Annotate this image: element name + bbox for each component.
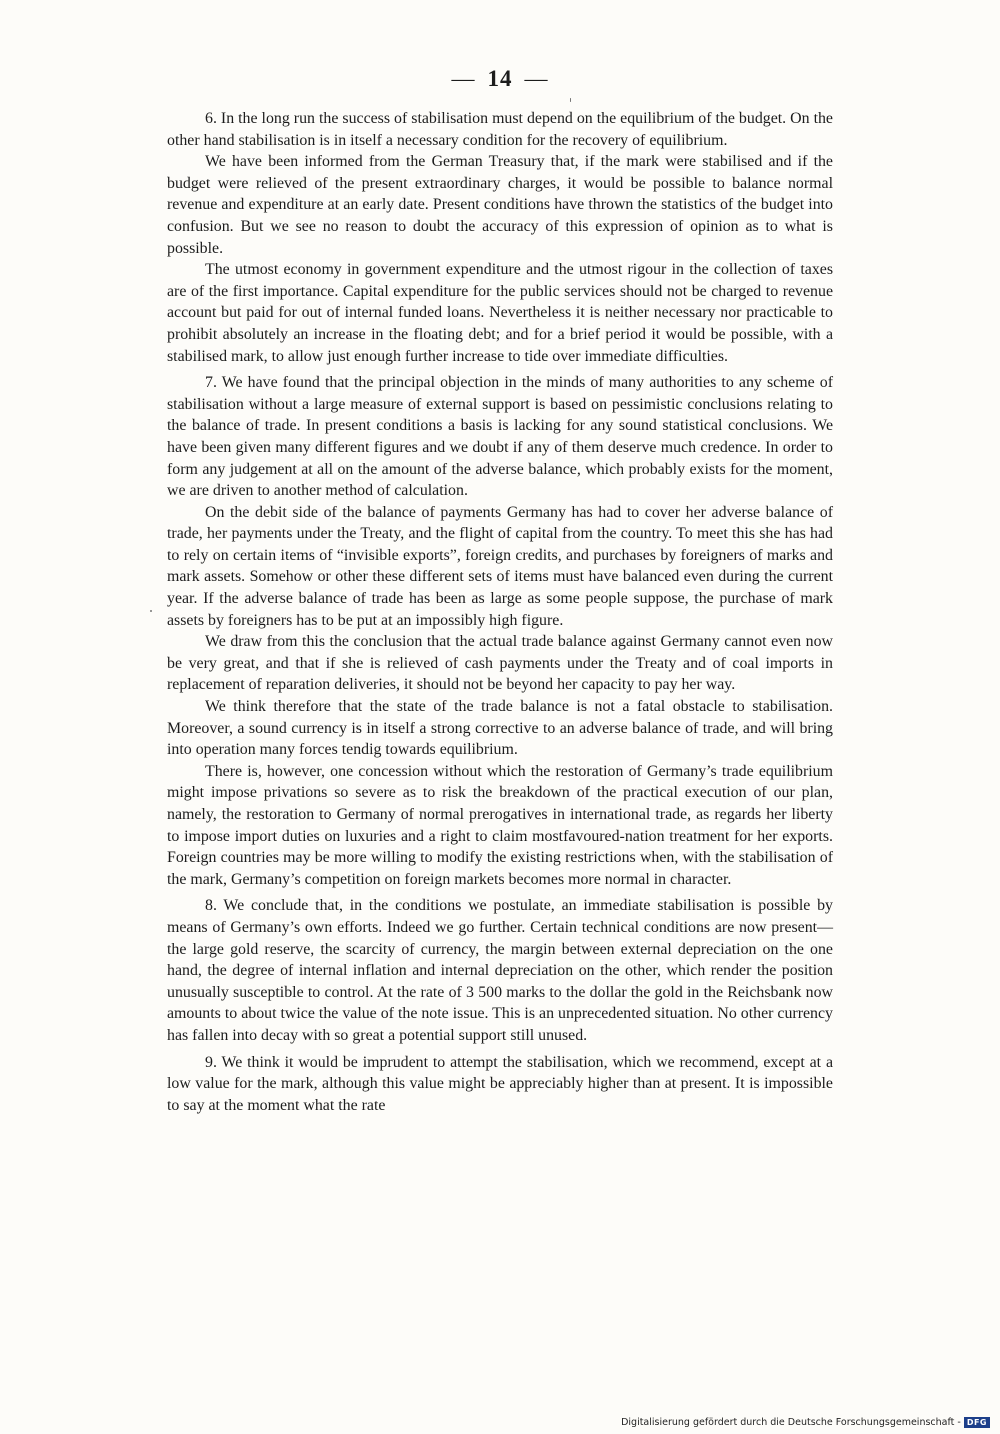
paragraph-section-7: 7. We have found that the principal objection in the minds of many authorities to any scheme of stabilisation without a large measure of external support is based on pessimistic conclusions relating to the balance of trade. In present conditions a basis is lacking for any sound statistical conclusions. We have been given many different figures and we doubt if any of them deserve much credence. In order to form any judgement at all on the amount of the adverse balance, which probably exists for the moment, we are driven to another method of calculation. [167, 374, 833, 500]
scan-speck [150, 610, 152, 612]
scan-speck [570, 98, 571, 102]
footer-credit [621, 1417, 990, 1428]
paragraph-section-9: 9. We think it would be imprudent to attempt the stabilisation, which we recommend, except at a low value for the mark, although this value might be appreciably higher than at present. It is impossible to say at the moment what the rate [167, 1053, 833, 1114]
footer-text: Digitalisierung gefördert durch die Deutsche Forschungsgemeinschaft - [621, 1417, 961, 1428]
page-number: 14 [487, 66, 513, 91]
paragraph-trade-balance: We think therefore that the state of the trade balance is not a fatal obstacle to stabilisation. Moreover, a sound currency is in itself a strong corrective to an adverse balance of trade, and will bring into operation many forces tendig towards equilibrium. [167, 698, 833, 759]
body-text [167, 108, 833, 1116]
paragraph-treasury: We have been informed from the German Treasury that, if the mark were stabilised and if the budget were relieved of the present extraordinary charges, it would be possible to balance normal revenue and expenditure at an early date. Present conditions have thrown the statistics of the budget into confusion. But we see no reason to doubt the accuracy of this expression of opinion as to what is possible. [167, 153, 833, 257]
paragraph-debit-side: On the debit side of the balance of payments Germany has had to cover her adverse balance of trade, her payments under the Treaty, and the flight of capital from the country. To meet this she has had to rely on certain items of “invisible exports”, foreign credits, and purchases by foreigners of marks and mark assets. Somehow or other these different sets of items must have balanced even during the current year. If the adverse balance of trade has been as large as some people suppose, the purchase of mark assets by foreigners has to be put at an impossibly high figure. [167, 503, 833, 629]
header-dash-left: — [451, 66, 476, 91]
header-dash-right: — [524, 66, 549, 91]
paragraph-economy: The utmost economy in government expenditure and the utmost rigour in the collection of taxes are of the first importance. Capital expenditure for the public services should not be charged to revenue account but paid for out of internal funded loans. Nevertheless it is neither necessary nor practicable to prohibit absolutely an increase in the floating debt; and for a brief period it would be possible, with a stabilised mark, to allow just enough further increase to tide over immediate difficulties. [167, 261, 833, 365]
paragraph-conclusion: We draw from this the conclusion that the actual trade balance against Germany cannot even now be very great, and that if she is relieved of cash payments under the Treaty and of coal imports in replacement of reparation deliveries, it should not be beyond her capacity to pay her way. [167, 633, 833, 694]
page-header [0, 66, 1000, 92]
paragraph-section-6: 6. In the long run the success of stabilisation must depend on the equilibrium of the budget. On the other hand stabilisation is in itself a necessary condition for the recovery of equilibrium. [167, 110, 833, 149]
dfg-logo-icon: DFG [964, 1417, 990, 1428]
paragraph-concession: There is, however, one concession without which the restoration of Germany’s trade equilibrium might impose privations so severe as to risk the breakdown of the practical execution of our plan, namely, the restoration to Germany of normal prerogatives in international trade, as regards her liberty to impose import duties on luxuries and a right to claim mostfavoured-nation treatment for her exports. Foreign countries may be more willing to modify the existing restrictions when, with the stabilisation of the mark, Germany’s competition on foreign markets becomes more normal in character. [167, 762, 833, 888]
paragraph-section-8: 8. We conclude that, in the conditions we postulate, an immediate stabilisation is possible by means of Germany’s own efforts. Indeed we go further. Certain technical conditions are now present—the large gold reserve, the scarcity of currency, the margin between external depreciation on the one hand, the degree of internal inflation and internal depreciation on the other, which render the position unusually susceptible to control. At the rate of 3 500 marks to the dollar the gold in the Reichsbank now amounts to about twice the value of the note issue. This is an unprecedented situation. No other currency has fallen into decay with so great a potential support still unused. [167, 897, 833, 1044]
